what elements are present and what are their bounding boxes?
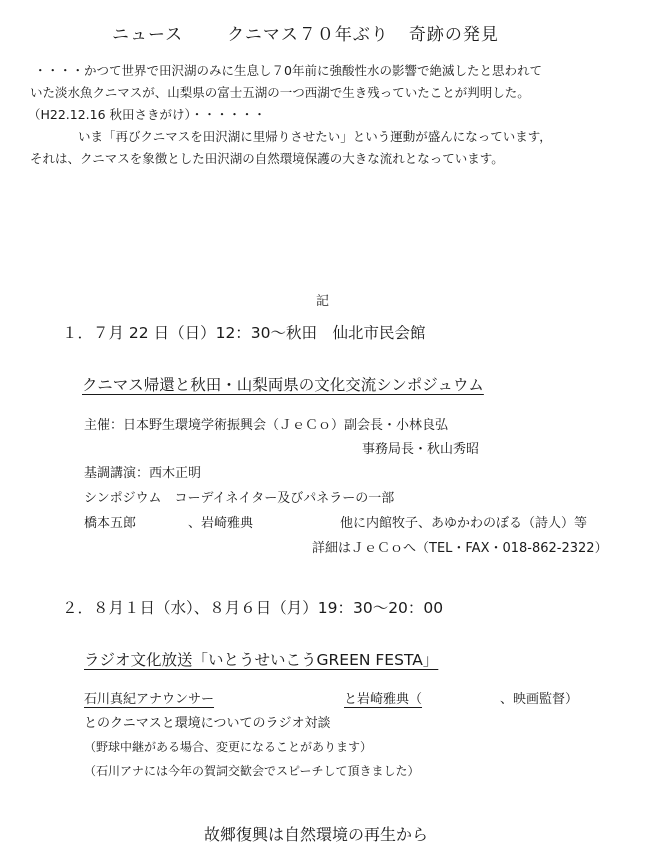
event2-title: ラジオ文化放送「いとうせいこうGREEN FESTA」 xyxy=(84,651,439,669)
event1-panelist-2: 、岩崎雅典 xyxy=(188,516,254,531)
event1-keynote: 基調講演：西木正明 xyxy=(84,466,202,481)
event1-title: クニマス帰還と秋田・山梨両県の文化交流シンポジュウム xyxy=(82,376,484,394)
intro-line-1: ・・・・かつて世界で田沢湖のみに生息し７0年前に強酸性水の影響で絶滅したと思われて xyxy=(34,63,542,78)
event2-note-2: （石川アナには今年の賀詞交歓会でスピーチして頂きました） xyxy=(84,764,420,778)
event1-contact: 詳細はＪｅＣｏへ（TEL・FAX・018-862-2322） xyxy=(312,541,608,556)
event1-panelist-others: 他に内館牧子、あゆかわのぼる（詩人）等 xyxy=(340,516,588,531)
event1-secretary: 事務局長・秋山秀昭 xyxy=(362,442,480,457)
news-title xyxy=(112,20,499,45)
event2-note-1: （野球中継がある場合、変更になることがあります） xyxy=(84,740,373,754)
intro-line-4: いま「再びクニマスを田沢湖に里帰りさせたい」という運動が盛んになっています， xyxy=(78,129,552,144)
intro-line-2: いた淡水魚クニマスが、山梨県の富士五湖の一つ西湖で生き残っていたことが判明した。 xyxy=(30,85,530,100)
ki-mark: 記 xyxy=(316,294,330,309)
closing-line: 故郷復興は自然環境の再生から xyxy=(204,825,429,844)
event1-panelist-1: 橋本五郎 xyxy=(84,516,137,531)
event2-guest-2-role: 、映画監督） xyxy=(500,692,579,707)
event2-guest-1: 石川真紀アナウンサー xyxy=(84,692,215,707)
news-label: ニュース xyxy=(112,25,184,45)
intro-line-3: （H22.12.16 秋田さきがけ）・・・・・・ xyxy=(28,107,266,122)
event2-date: ２．８月１日（水）、８月６日（月）19：30～20：00 xyxy=(62,599,444,617)
event2-guest-2: と岩崎雅典（ xyxy=(344,692,423,707)
event1-organizer: 主催：日本野生環境学術振興会（ＪｅＣｏ）副会長・小林良弘 xyxy=(84,418,449,433)
event2-talk: とのクニマスと環境についてのラジオ対談 xyxy=(84,716,331,731)
event1-date: １．７月 22 日（日）12：30～秋田 仙北市民会館 xyxy=(62,324,426,342)
news-headline: クニマス７０年ぶり xyxy=(227,25,389,45)
news-subhead: 奇跡の発見 xyxy=(408,25,499,45)
intro-line-5: それは、クニマスを象徴とした田沢湖の自然環境保護の大きな流れとなっています。 xyxy=(30,151,504,166)
event1-symposium: シンポジウム コーデイネイター及びパネラーの一部 xyxy=(84,491,395,506)
